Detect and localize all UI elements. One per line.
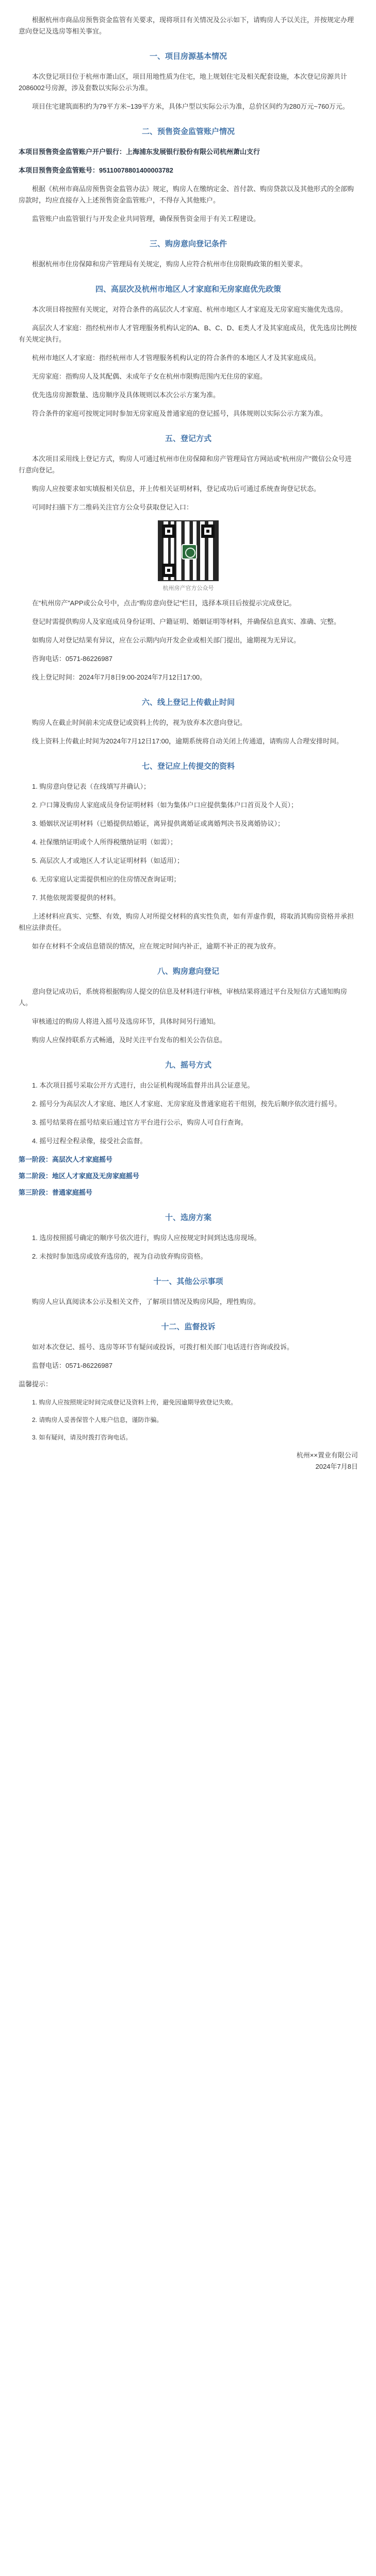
paragraph: 4. 摇号过程全程录像，接受社会监督。 <box>32 1137 147 1145</box>
material-item: 7. 其他依规需要提供的材料。 <box>32 894 120 902</box>
paragraph: 符合条件的家庭可按规定同时参加无房家庭及普通家庭的登记摇号，具体规则以实际公示方案为准。 <box>32 410 328 417</box>
section-title: 三、购房意向登记条件 <box>149 240 227 248</box>
phase-title: 第二阶段：地区人才家庭及无房家庭摇号 <box>19 1172 140 1180</box>
paragraph: 根据《杭州市商品房预售资金监管办法》规定，购房人在缴纳定金、首付款、购房贷款以及其他形式的全部购房款时，均应直接存入上述预售资金监管账户，不得存入其他账户。 <box>19 185 354 204</box>
paragraph: 监管账户由监管银行与开发企业共同管理，确保预售资金用于有关工程建设。 <box>32 215 260 223</box>
section-title: 四、高层次及杭州市地区人才家庭和无房家庭优先政策 <box>95 285 281 294</box>
paragraph: 意向登记成功后，系统将根据购房人提交的信息及材料进行审核，审核结果将通过平台及短信方式通知购房人。 <box>19 988 348 1007</box>
material-item: 3. 婚姻状况证明材料（已婚提供结婚证，离异提供离婚证或离婚判决书及离婚协议）； <box>32 820 284 827</box>
section-required-materials <box>19 760 358 952</box>
tips-title: 温馨提示： <box>19 1380 53 1388</box>
section-title: 十、选房方案 <box>165 1213 211 1222</box>
tip-item: 1. 购房人应按照规定时间完成登记及资料上传，避免因逾期导致登记失败。 <box>32 1399 237 1406</box>
signature-date: 2024年7月8日 <box>315 1463 358 1470</box>
section-project-info <box>19 50 358 112</box>
paragraph: 购房人应按要求如实填报相关信息，并上传相关证明材料，登记成功后可通过系统查询登记状态。 <box>32 485 321 493</box>
paragraph: 无房家庭：指购房人及其配偶、未成年子女在杭州市限购范围内无住房的家庭。 <box>32 372 267 380</box>
section-title: 十一、其他公示事项 <box>153 1277 223 1286</box>
material-item: 1. 购房意向登记表（在线填写并确认）； <box>32 783 150 790</box>
section-title: 十二、监督投诉 <box>161 1323 216 1331</box>
paragraph: 本次项目将按照有关规定，对符合条件的高层次人才家庭、杭州市地区人才家庭及无房家庭实施优先选房。 <box>32 306 348 313</box>
paragraph: 登记时需提供购房人及家庭成员身份证明、户籍证明、婚姻证明等材料，并确保信息真实、准确、完整。 <box>32 618 341 625</box>
paragraph: 2. 摇号分为高层次人才家庭、地区人才家庭、无房家庭及普通家庭若干组别，按先后顺序依次进行摇号。 <box>32 1100 341 1108</box>
section-lottery <box>19 1059 358 1198</box>
paragraph: 高层次人才家庭：指经杭州市人才管理服务机构认定的A、B、C、D、E类人才及其家庭成员，优先选房比例按有关规定执行。 <box>19 324 357 343</box>
registration-time: 线上登记时间：2024年7月8日9:00-2024年7月12日17:00。 <box>32 673 207 681</box>
contact-phone: 咨询电话：0571-86226987 <box>32 655 113 663</box>
section-registration-conditions <box>19 238 358 270</box>
paragraph: 上述材料应真实、完整、有效，购房人对所提交材料的真实性负责，如有弄虚作假，将取消其购房资格并承担相应法律责任。 <box>19 912 354 931</box>
paragraph: 如存在材料不全或信息错误的情况，应在规定时间内补正，逾期不补正的视为放弃。 <box>32 942 281 950</box>
section-title: 二、预售资金监管账户情况 <box>141 127 235 136</box>
paragraph: 1. 选房按照摇号确定的顺序号依次进行，购房人应按规定时间到达选房现场。 <box>32 1234 261 1242</box>
paragraph: 线上资料上传截止时间为2024年7月12日17:00，逾期系统将自动关闭上传通道，请购房人合理安排时间。 <box>32 737 344 745</box>
material-item: 6. 无房家庭认定需提供相应的住房情况查询证明； <box>32 875 181 883</box>
paragraph: 可同时扫描下方二维码关注官方公众号获取登记入口： <box>32 503 193 511</box>
qr-code-icon[interactable] <box>158 520 219 581</box>
logo-icon <box>182 544 197 560</box>
signature <box>19 1450 358 1472</box>
paragraph: 根据杭州市住房保障和房产管理局有关规定，购房人应符合杭州市住房限购政策的相关要求。 <box>32 260 307 268</box>
section-upload-deadline <box>19 697 358 747</box>
paragraph: 优先选房房源数量、选房顺序及具体规则以本次公示方案为准。 <box>32 391 220 399</box>
intro-paragraph: 根据杭州市商品房预售资金监管有关要求，现将项目有关情况及公示如下，请购房人予以关注，并按规定办理意向登记及选房等相关事宜。 <box>19 16 354 35</box>
section-escrow-account <box>19 126 358 225</box>
material-item: 4. 社保缴纳证明或个人所得税缴纳证明（如需）； <box>32 838 177 846</box>
material-item: 2. 户口簿及购房人家庭成员身份证明材料（如为集体户口应提供集体户口首页及个人页）； <box>32 801 298 809</box>
tip-item: 2. 请购房人妥善保管个人账户信息，谨防诈骗。 <box>32 1416 163 1423</box>
paragraph: 1. 本次项目摇号采取公开方式进行，由公证机构现场监督并出具公证意见。 <box>32 1081 254 1089</box>
paragraph: 监督电话：0571-86226987 <box>32 1362 113 1369</box>
section-selection <box>19 1212 358 1262</box>
paragraph: 本次项目采用线上登记方式，购房人可通过杭州市住房保障和房产管理局官方网站或“杭州房产”微信公众号进行意向登记。 <box>19 455 352 474</box>
paragraph: 杭州市地区人才家庭：指经杭州市人才管理服务机构认定的符合条件的本地区人才及其家庭成员。 <box>32 354 321 362</box>
section-title: 六、线上登记上传截止时间 <box>141 698 235 707</box>
paragraph: 如对本次登记、摇号、选房等环节有疑问或投诉，可拨打相关部门电话进行咨询或投诉。 <box>32 1343 294 1351</box>
section-priority-policy <box>19 283 358 419</box>
section-title: 五、登记方式 <box>165 434 211 443</box>
tip-item: 3. 如有疑问，请及时拨打咨询电话。 <box>32 1434 132 1441</box>
bank-line: 本项目预售资金监管账户开户银行：上海浦东发展银行股份有限公司杭州萧山支行 <box>19 148 260 156</box>
phase-title: 第三阶段：普通家庭摇号 <box>19 1189 93 1196</box>
material-item: 5. 高层次人才或地区人才认定证明材料（如适用）； <box>32 857 184 865</box>
section-title: 九、摇号方式 <box>165 1061 211 1070</box>
paragraph: 如购房人对登记结果有异议，应在公示期内向开发企业或相关部门提出，逾期视为无异议。 <box>32 636 301 644</box>
section-registration-method <box>19 433 358 683</box>
paragraph: 审核通过的购房人将进入摇号及选房环节，具体时间另行通知。 <box>32 1018 220 1025</box>
document <box>19 14 358 1472</box>
section-title: 一、项目房源基本情况 <box>149 52 227 61</box>
paragraph: 购房人应保持联系方式畅通，及时关注平台发布的相关公告信息。 <box>32 1036 227 1044</box>
paragraph: 3. 摇号结果将在摇号结束后通过官方平台进行公示，购房人可自行查询。 <box>32 1118 248 1126</box>
section-supervision <box>19 1321 358 1443</box>
paragraph: 本次登记项目位于杭州市萧山区，项目用地性质为住宅，地上规划住宅及相关配套设施，本次登记房源共计2086002号房源，涉及套数以实际公示为准。 <box>19 73 348 92</box>
paragraph: 购房人在截止时间前未完成登记或资料上传的，视为放弃本次意向登记。 <box>32 719 247 726</box>
qr-caption: 杭州房产官方公众号 <box>162 585 214 591</box>
qr-code-block <box>150 520 227 592</box>
phase-title: 第一阶段：高层次人才家庭摇号 <box>19 1156 113 1163</box>
section-title: 八、购房意向登记 <box>157 967 219 976</box>
section-title: 七、登记应上传提交的资料 <box>141 762 235 771</box>
signature-company: 杭州××置业有限公司 <box>296 1451 358 1459</box>
paragraph: 项目住宅建筑面积约为79平方米~139平方米，具体户型以实际公示为准，总价区间约为280万元~760万元。 <box>32 103 349 110</box>
section-other <box>19 1276 358 1308</box>
paragraph: 2. 未按时参加选房或放弃选房的，视为自动放弃购房资格。 <box>32 1252 207 1260</box>
account-line: 本项目预售资金监管账号：95110078801400003782 <box>19 166 173 174</box>
paragraph: 在“杭州房产”APP或公众号中，点击“购房意向登记”栏目，选择本项目后按提示完成登记。 <box>32 599 296 607</box>
paragraph: 购房人应认真阅读本公示及相关文件，了解项目情况及购房风险，理性购房。 <box>32 1298 260 1306</box>
section-intent-registration <box>19 965 358 1046</box>
